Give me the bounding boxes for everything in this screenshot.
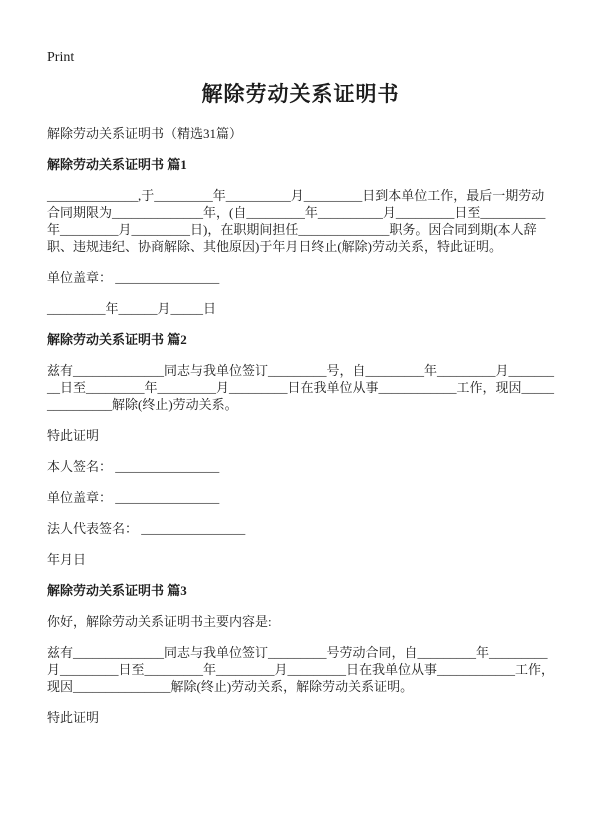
section-1-paragraph: ______________,于_________年__________月_________日到本单位工作，最后一期劳动合同期限为______________年，(自_________年__________月_________日至__________年_________月_________日)，在职期间担任______________职务。因合同到期(本人辞职、违规违纪、协商解除、其他原因)于年月日终止(解除)劳动关系，特此证明。 [47, 188, 546, 254]
document-subtitle: 解除劳动关系证明书（精选31篇） [47, 126, 243, 141]
section-3-heading: 解除劳动关系证明书 篇3 [47, 583, 187, 598]
section-2-hereby-certify: 特此证明 [47, 428, 100, 443]
section-2-legal-representative-signature-line: 法人代表签名： ________________ [47, 521, 246, 536]
section-3-paragraph: 兹有______________同志与我单位签订_________号劳动合同，自_________年_________月_________日至_________年_________月_________日在我单位从事____________工作，现因_______________解除(终止)劳动关系，解除劳动关系证明。 [47, 645, 555, 694]
section-2-paragraph: 兹有______________同志与我单位签订_________号，自_________年_________月_________日至_________年_________月_________日在我单位从事____________工作，现因_______________解除(终止)劳动关系。 [47, 363, 555, 412]
section-2-unit-seal-line: 单位盖章： ________________ [47, 490, 220, 505]
section-3-hereby-certify: 特此证明 [47, 710, 100, 725]
page-title: 解除劳动关系证明书 [201, 82, 400, 106]
section-2-personal-signature-line: 本人签名： ________________ [47, 459, 220, 474]
section-1-unit-seal-line: 单位盖章： ________________ [47, 270, 220, 285]
section-3-intro: 你好，解除劳动关系证明书主要内容是: [47, 614, 272, 629]
print-link[interactable]: Print [47, 50, 75, 65]
section-2-date-line: 年月日 [47, 552, 87, 567]
section-1-heading: 解除劳动关系证明书 篇1 [47, 157, 187, 172]
section-1-date-line: _________年______月_____日 [47, 301, 217, 316]
section-2-heading: 解除劳动关系证明书 篇2 [47, 332, 187, 347]
